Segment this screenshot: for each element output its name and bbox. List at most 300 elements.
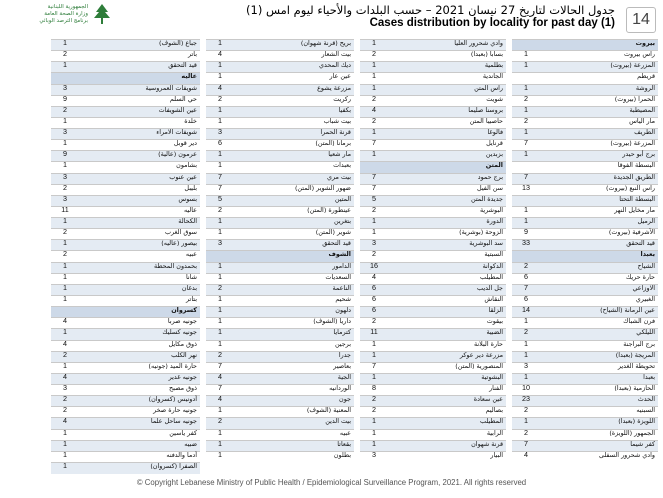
- locality-name: المطيلب: [480, 272, 503, 281]
- locality-name: شوير (المتن): [315, 228, 351, 237]
- case-count: 1: [218, 71, 222, 81]
- locality-name: بيروت: [635, 39, 655, 47]
- case-count: 2: [372, 204, 376, 214]
- locality-name: مزرعة يشوع: [317, 83, 351, 92]
- locality-name: بشامون: [176, 161, 197, 170]
- locality-name: حارة الميد (جونيه): [148, 361, 197, 370]
- page-title-arabic: جدول الحالات لتاريخ 27 نيسان 2021 – حسب البلدات والأحياء ليوم امس (1): [245, 3, 615, 17]
- locality-name: فالوغا: [487, 128, 503, 137]
- locality-name: جديدة المتن: [470, 194, 503, 203]
- locality-name: بريح (قرنة شهوان): [300, 39, 351, 47]
- locality-name: الضبية: [486, 328, 503, 337]
- case-count: 1: [218, 271, 222, 281]
- locality-name: المتين: [334, 194, 351, 203]
- locality-name: نهر الكلب: [171, 350, 197, 359]
- case-count: 1: [63, 38, 67, 47]
- locality-name: بعبدات: [333, 161, 351, 170]
- case-count: 3: [63, 82, 67, 92]
- locality-name: جباع (الشوف): [158, 39, 197, 47]
- locality-name: برمانا (المتن): [315, 139, 351, 148]
- locality-name: عاليه: [181, 72, 197, 81]
- case-count: 2: [218, 416, 222, 426]
- locality-name: المعنية (الشوف): [306, 406, 351, 415]
- case-count: 16: [370, 260, 378, 270]
- case-count: 4: [218, 371, 222, 381]
- cedar-emblem-icon: [92, 3, 112, 25]
- case-count: 33: [522, 238, 530, 248]
- locality-name: فرن الشباك: [623, 317, 655, 326]
- locality-name: بليبل: [184, 183, 197, 192]
- case-count: 1: [218, 405, 222, 415]
- locality-name: بيت الدين: [325, 417, 351, 426]
- locality-name: بيصور (عاليه): [161, 239, 197, 248]
- locality-name: البوشرية: [479, 205, 503, 214]
- locality-name: الجاندية: [482, 72, 503, 81]
- locality-name: السعديات: [325, 272, 351, 281]
- case-count: 1: [63, 271, 67, 281]
- locality-name: الزوحة (بوشرية): [459, 228, 503, 237]
- locality-name: شحيم: [335, 294, 351, 303]
- logo-line-2: وزارة الصحة العامة: [44, 11, 88, 17]
- locality-name: جل الديب: [477, 283, 503, 292]
- case-count: 3: [63, 383, 67, 393]
- case-count: 6: [218, 138, 222, 148]
- case-count: 1: [63, 293, 67, 303]
- locality-name: راس بيروت: [623, 50, 655, 59]
- case-count: 2: [524, 427, 528, 437]
- table-row: [206, 451, 354, 463]
- case-count: 9: [63, 93, 67, 103]
- case-count: 7: [524, 171, 528, 181]
- case-count: 2: [372, 49, 376, 59]
- logo-line-3: برنامج الترصد الوبائي: [39, 18, 88, 24]
- case-count: 1: [218, 149, 222, 159]
- locality-name: تحويطة الغدير: [617, 361, 655, 370]
- case-count: 1: [218, 115, 222, 125]
- case-count: 1: [524, 349, 528, 359]
- case-count: 1: [63, 327, 67, 337]
- locality-name: كفر شيما: [630, 439, 655, 448]
- case-count: 3: [63, 127, 67, 137]
- locality-name: شويت: [486, 94, 503, 103]
- locality-name: عين الشويفات: [158, 105, 197, 114]
- locality-name: أدما والدفنه: [166, 450, 197, 459]
- case-count: 1: [524, 49, 528, 59]
- case-count: 3: [372, 238, 376, 248]
- locality-name: خلدة: [184, 116, 197, 125]
- locality-name: كفر ياسين: [169, 428, 197, 437]
- page-title-english: Cases distribution by locality for past day (1): [369, 17, 615, 29]
- locality-name: عاليه: [183, 205, 197, 214]
- case-count: 4: [372, 271, 376, 281]
- case-count: 1: [372, 416, 376, 426]
- table-row: [512, 451, 658, 463]
- case-count: 1: [63, 115, 67, 125]
- locality-name: قرنة الحمرا: [320, 128, 351, 137]
- locality-name: بسوس: [178, 194, 197, 203]
- case-count: 4: [218, 394, 222, 404]
- case-count: 1: [63, 449, 67, 459]
- locality-name: البشوتية: [481, 372, 503, 381]
- locality-name: اللويزة (بعبدا): [618, 417, 655, 426]
- ministry-logo-text: [4, 4, 88, 25]
- locality-name: مار الياس: [629, 116, 655, 125]
- case-count: 2: [372, 93, 376, 103]
- slide-number: 14: [626, 7, 656, 33]
- case-count: 2: [524, 327, 528, 337]
- locality-name: الدكوانة: [482, 261, 503, 270]
- locality-name: النقاش: [484, 294, 503, 303]
- locality-name: دير قوبل: [173, 139, 197, 148]
- locality-name: بدغان: [181, 283, 197, 292]
- case-count: 1: [218, 316, 222, 326]
- locality-name: راس النبع (بيروت): [605, 183, 655, 192]
- case-count: 1: [218, 227, 222, 237]
- ministry-logo: [4, 2, 114, 28]
- case-count: 4: [63, 371, 67, 381]
- locality-name: الناعمة: [332, 283, 351, 292]
- locality-name: قيد التحقق: [626, 239, 655, 248]
- case-count: 4: [63, 338, 67, 348]
- locality-name: البسطة الفوقا: [617, 161, 655, 170]
- locality-name: بتغرين: [334, 217, 351, 226]
- case-count: 2: [63, 405, 67, 415]
- case-count: 1: [63, 282, 67, 292]
- case-count: 1: [372, 427, 376, 437]
- case-count: 1: [524, 416, 528, 426]
- locality-tables: [51, 38, 658, 470]
- case-count: 7: [218, 171, 222, 181]
- case-count: 3: [372, 449, 376, 459]
- locality-table-3: [206, 39, 354, 462]
- locality-name: شويفات العمروسية: [145, 83, 197, 92]
- case-count: 7: [372, 171, 376, 181]
- case-count: 2: [372, 115, 376, 125]
- case-count: 3: [218, 127, 222, 137]
- case-count: 1: [218, 305, 222, 315]
- case-count: 6: [524, 271, 528, 281]
- locality-name: الليلكي: [636, 328, 655, 337]
- case-count: 1: [218, 38, 222, 47]
- locality-table-1: [512, 39, 658, 462]
- locality-name: المطيلب: [480, 417, 503, 426]
- case-count: 1: [218, 449, 222, 459]
- locality-name: عبيه: [185, 250, 197, 259]
- case-count: 1: [524, 127, 528, 137]
- case-count: 1: [524, 204, 528, 214]
- case-count: 1: [218, 293, 222, 303]
- case-count: 1: [63, 216, 67, 226]
- case-count: 4: [218, 82, 222, 92]
- case-count: 1: [63, 160, 67, 170]
- case-count: 1: [372, 438, 376, 448]
- case-count: 1: [63, 60, 67, 70]
- locality-table-2: [360, 39, 506, 462]
- case-count: 1: [524, 60, 528, 70]
- locality-name: الطريق الجديدة: [613, 172, 655, 181]
- locality-name: بحمدون المحطة: [154, 261, 197, 270]
- case-count: 1: [218, 427, 222, 437]
- locality-name: أدونيس (كسروان): [148, 395, 197, 404]
- locality-name: جونيه غدير: [168, 372, 197, 381]
- locality-name: بتاتر: [186, 294, 197, 303]
- locality-name: الرابية: [486, 428, 503, 437]
- locality-name: بكفيا: [338, 105, 351, 114]
- locality-name: الغبيري: [635, 294, 655, 303]
- case-count: 2: [63, 394, 67, 404]
- case-count: 2: [218, 204, 222, 214]
- locality-name: راس المتن: [474, 83, 503, 92]
- case-count: 3: [524, 360, 528, 370]
- locality-name: بزبدين: [485, 150, 503, 159]
- locality-name: مار مخايل النهر: [614, 205, 655, 214]
- case-count: 2: [372, 316, 376, 326]
- case-count: 1: [63, 460, 67, 470]
- logo-line-1: الجمهورية اللبنانية: [47, 4, 88, 10]
- locality-name: مزرعة دير عوكر: [459, 350, 503, 359]
- case-count: 11: [61, 204, 69, 214]
- locality-name: المصيطبة: [629, 105, 655, 114]
- case-count: 1: [218, 260, 222, 270]
- locality-name: بعاصير: [333, 361, 351, 370]
- case-count: 1: [63, 138, 67, 148]
- locality-name: سوق الغرب: [165, 228, 197, 237]
- case-count: 2: [218, 349, 222, 359]
- case-count: 1: [524, 149, 528, 159]
- locality-name: الزلقا: [488, 306, 503, 315]
- case-count: 1: [218, 338, 222, 348]
- case-count: 1: [524, 316, 528, 326]
- case-count: 1: [372, 349, 376, 359]
- case-count: 5: [218, 193, 222, 203]
- case-count: 1: [218, 327, 222, 337]
- locality-name: دلهون: [335, 306, 351, 315]
- case-count: 1: [372, 371, 376, 381]
- locality-name: عبيه: [339, 428, 351, 437]
- case-count: 4: [63, 316, 67, 326]
- case-count: 1: [524, 104, 528, 114]
- table-row: [360, 451, 506, 463]
- locality-name: حاصبيا المتن: [469, 116, 503, 125]
- locality-name: قريطم: [637, 72, 655, 81]
- locality-name: الحازمية (بعبدا): [614, 384, 655, 393]
- case-count: 1: [372, 149, 376, 159]
- case-count: 10: [522, 383, 530, 393]
- case-count: 1: [63, 260, 67, 270]
- locality-name: عينطورة (المتن): [307, 205, 351, 214]
- locality-name: حارة البلانة: [473, 339, 503, 348]
- case-count: 1: [218, 60, 222, 70]
- case-count: 9: [524, 227, 528, 237]
- case-count: 1: [524, 216, 528, 226]
- locality-name: بيت الشعار: [321, 50, 351, 59]
- locality-name: حي السلم: [169, 94, 197, 103]
- case-count: 2: [372, 249, 376, 259]
- case-count: 2: [524, 115, 528, 125]
- locality-name: بروسنا صليما: [468, 105, 503, 114]
- locality-name: شانا: [185, 272, 197, 281]
- case-count: 2: [524, 260, 528, 270]
- locality-name: الشوف: [328, 250, 351, 259]
- locality-name: سن الفيل: [477, 183, 503, 192]
- locality-name: بطلمية: [484, 61, 503, 70]
- locality-name: قرنايل: [486, 139, 503, 148]
- case-count: 1: [524, 371, 528, 381]
- locality-name: بيقوت: [486, 317, 503, 326]
- case-count: 1: [372, 60, 376, 70]
- case-count: 7: [218, 383, 222, 393]
- case-count: 2: [524, 93, 528, 103]
- locality-name: عرمون (عالية): [158, 150, 197, 159]
- case-count: 6: [524, 293, 528, 303]
- case-count: 7: [524, 438, 528, 448]
- case-count: 1: [372, 127, 376, 137]
- case-count: 7: [218, 360, 222, 370]
- locality-name: الجية: [337, 372, 351, 381]
- case-count: 13: [522, 182, 530, 192]
- locality-name: وادي شحرور العليا: [454, 39, 503, 47]
- locality-name: كسروان: [171, 306, 197, 315]
- locality-name: السبنيه: [636, 406, 655, 415]
- locality-name: المتن: [485, 161, 503, 170]
- locality-name: الحدث: [637, 395, 655, 404]
- case-count: 2: [218, 93, 222, 103]
- locality-name: برج حمود: [477, 172, 503, 181]
- locality-name: المزرعة (بيروت): [610, 61, 655, 70]
- locality-name: جونيه ساحل علما: [150, 417, 197, 426]
- locality-name: بيت مري: [327, 172, 351, 181]
- locality-name: عين الرمانة (الشياح): [600, 306, 655, 315]
- locality-name: الرميل: [637, 217, 655, 226]
- case-count: 7: [372, 182, 376, 192]
- locality-name: بعبدا: [640, 250, 655, 259]
- case-count: 1: [372, 82, 376, 92]
- locality-name: البيار: [490, 450, 503, 459]
- case-count: 3: [63, 171, 67, 181]
- case-count: 7: [524, 282, 528, 292]
- locality-name: وادي شحرور السفلى: [598, 450, 655, 459]
- locality-name: حارة حريك: [625, 272, 655, 281]
- case-count: 2: [63, 182, 67, 192]
- locality-name: قيد التحقق: [168, 61, 197, 70]
- case-count: 1: [372, 216, 376, 226]
- locality-name: الكحالة: [178, 217, 197, 226]
- case-count: 1: [218, 438, 222, 448]
- case-count: 4: [372, 104, 376, 114]
- case-count: 2: [63, 104, 67, 114]
- case-count: 1: [218, 104, 222, 114]
- locality-name: البسطة التحتا: [619, 194, 655, 203]
- locality-name: الجمهور (اللويزة): [609, 428, 655, 437]
- case-count: 14: [522, 305, 530, 315]
- locality-name: ركريت: [333, 94, 351, 103]
- case-count: 1: [372, 38, 376, 47]
- locality-name: الاوزاعي: [632, 283, 655, 292]
- locality-name: برجين: [334, 339, 351, 348]
- locality-name: الصفرا (كسروان): [150, 461, 197, 470]
- case-count: 2: [63, 349, 67, 359]
- case-count: 4: [63, 416, 67, 426]
- case-count: 2: [372, 405, 376, 415]
- case-count: 7: [372, 360, 376, 370]
- case-count: 3: [218, 238, 222, 248]
- locality-name: جونيه كسليك: [162, 328, 197, 337]
- locality-name: قيد التحقق: [322, 239, 351, 248]
- locality-name: الأشرفية (بيروت): [608, 228, 655, 237]
- locality-name: ذوق مصبح: [169, 384, 197, 393]
- case-count: 6: [372, 293, 376, 303]
- locality-name: سد البوشرية: [469, 239, 503, 248]
- locality-name: عين سعادة: [473, 395, 503, 404]
- locality-name: بعبدا: [643, 372, 655, 381]
- case-count: 2: [63, 249, 67, 259]
- case-count: 23: [522, 394, 530, 404]
- case-count: 2: [372, 394, 376, 404]
- case-count: 4: [218, 49, 222, 59]
- locality-name: مار شعيا: [328, 150, 351, 159]
- case-count: 1: [372, 227, 376, 237]
- locality-name: ذوق مكايل: [168, 339, 197, 348]
- case-count: 8: [372, 383, 376, 393]
- locality-name: كترمايا: [333, 328, 351, 337]
- case-count: 11: [370, 327, 378, 337]
- locality-name: المريجة (بعبدا): [615, 350, 655, 359]
- locality-name: عين عنوب: [169, 172, 197, 181]
- case-count: 4: [524, 449, 528, 459]
- case-count: 7: [218, 182, 222, 192]
- table-row: [51, 462, 200, 474]
- locality-name: المزرعة (بيروت): [610, 139, 655, 148]
- locality-name: بطلون: [333, 450, 351, 459]
- case-count: 1: [63, 238, 67, 248]
- locality-name: قرنة شهوان: [471, 439, 503, 448]
- locality-name: الروشة: [635, 83, 655, 92]
- case-count: 1: [372, 71, 376, 81]
- case-count: 1: [524, 82, 528, 92]
- locality-name: الحمرا (بيروت): [614, 94, 655, 103]
- locality-name: الفنار: [489, 384, 503, 393]
- case-count: 1: [524, 338, 528, 348]
- case-count: 2: [218, 282, 222, 292]
- locality-name: برج أبو حيدر: [622, 150, 655, 159]
- case-count: 2: [524, 405, 528, 415]
- case-count: 3: [63, 193, 67, 203]
- locality-name: الشياح: [637, 261, 655, 270]
- case-count: 1: [372, 338, 376, 348]
- copyright-footer: © Copyright Lebanese Ministry of Public Health / Epidemiological Surveillance Program, 2021. All rights reserved: [136, 478, 527, 487]
- locality-name: داريا (الشوف): [313, 317, 351, 326]
- case-count: 5: [372, 193, 376, 203]
- locality-name: بصاليم: [485, 406, 503, 415]
- locality-name: الوردانيه: [329, 384, 351, 393]
- case-count: 7: [372, 138, 376, 148]
- case-count: 1: [218, 216, 222, 226]
- case-count: 2: [63, 227, 67, 237]
- locality-name: عين عار: [329, 72, 351, 81]
- locality-name: شويفات الامراء: [156, 128, 197, 137]
- case-count: 1: [63, 438, 67, 448]
- case-count: 7: [524, 138, 528, 148]
- case-count: 1: [63, 360, 67, 370]
- locality-name: الدامور: [332, 261, 351, 270]
- locality-name: باتر: [187, 50, 197, 59]
- locality-name: ضبيه: [184, 439, 197, 448]
- locality-name: السبتية: [484, 250, 503, 259]
- locality-name: ضهور الشوير (المتن): [294, 183, 351, 192]
- case-count: 6: [372, 282, 376, 292]
- locality-name: المنصورية (المتن): [455, 361, 503, 370]
- case-count: 2: [63, 49, 67, 59]
